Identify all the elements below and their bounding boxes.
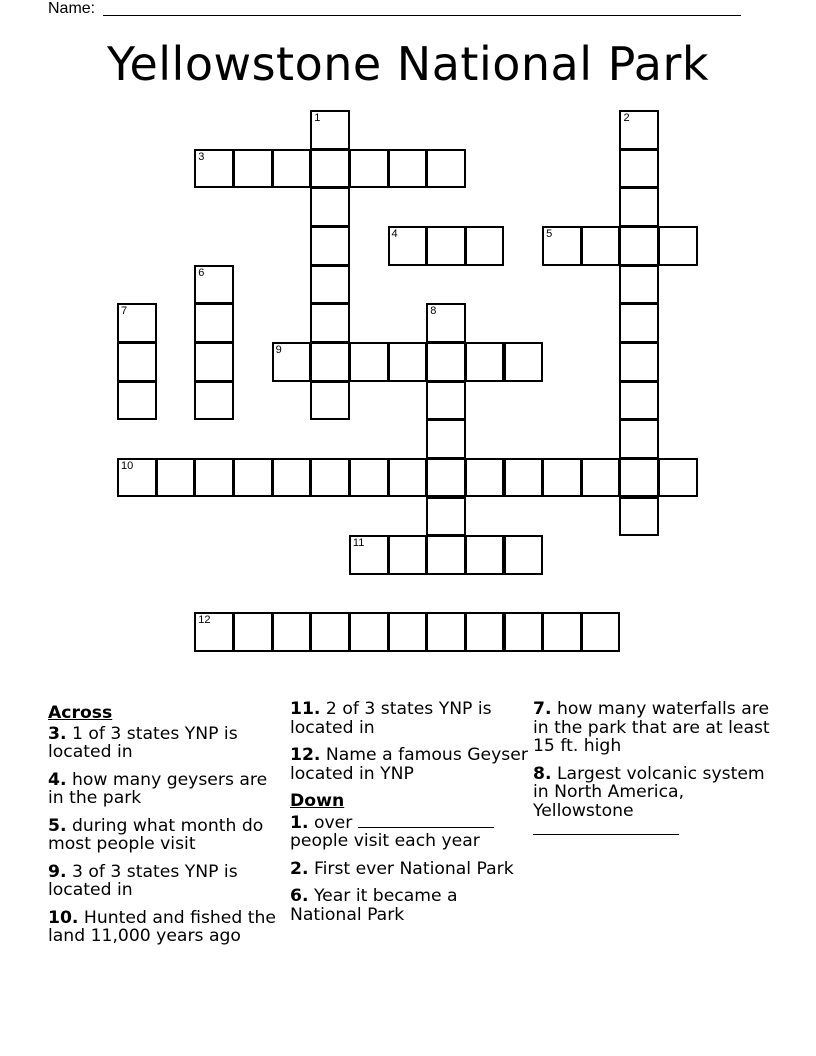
clue-number: 3. — [48, 723, 67, 744]
clue-text: during what month do most people visit — [48, 815, 264, 854]
clues-column-2 — [290, 700, 530, 933]
clue-item — [290, 860, 530, 879]
clue-text: Name a famous Geyser located in YNP — [290, 745, 528, 784]
grid-cell[interactable] — [272, 458, 312, 498]
answer-blank — [358, 813, 494, 828]
grid-cell[interactable] — [233, 612, 273, 652]
grid-cell[interactable] — [388, 458, 428, 498]
clue-text: First ever National Park — [313, 858, 514, 879]
grid-cell[interactable] — [465, 226, 505, 266]
grid-cell[interactable] — [310, 458, 350, 498]
clue-item — [533, 765, 783, 840]
clue-text: 1 of 3 states YNP is located in — [48, 723, 238, 762]
page-title: Yellowstone National Park — [106, 37, 710, 91]
grid-cell[interactable] — [310, 187, 350, 227]
grid-cell[interactable] — [349, 612, 389, 652]
grid-cell[interactable] — [619, 187, 659, 227]
clue-number: 11. — [290, 699, 321, 719]
clue-number: 1 — [314, 112, 321, 124]
clue-number: 10 — [121, 459, 134, 472]
grid-cell[interactable] — [465, 535, 505, 575]
clue-text: Largest volcanic system in North America, Yellowstone — [533, 763, 765, 821]
clue-number: 8 — [430, 305, 437, 318]
grid-cell[interactable] — [194, 381, 234, 421]
grid-cell[interactable] — [619, 458, 659, 498]
clue-number: 4. — [48, 769, 67, 790]
grid-cell[interactable] — [426, 497, 466, 537]
grid-cell[interactable] — [233, 458, 273, 498]
clue-item — [533, 700, 783, 756]
clue-item — [48, 725, 288, 762]
grid-cell[interactable] — [504, 342, 544, 382]
grid-cell[interactable] — [581, 612, 621, 652]
grid-cell[interactable] — [310, 342, 350, 382]
grid-cell[interactable] — [388, 226, 428, 266]
clue-text: how many waterfalls are in the park that are at least 15 ft. high — [533, 699, 770, 756]
clue-number: 7. — [533, 699, 552, 719]
grid-cell[interactable] — [619, 110, 659, 150]
clue-item — [290, 746, 530, 783]
grid-cell[interactable] — [426, 342, 466, 382]
grid-cell[interactable] — [619, 497, 659, 537]
grid-cell[interactable] — [388, 342, 428, 382]
grid-cell[interactable] — [465, 342, 505, 382]
clue-number: 1. — [290, 812, 309, 833]
clue-number: 3 — [198, 150, 205, 163]
grid-cell[interactable] — [426, 535, 466, 575]
across-header: Across — [48, 703, 113, 723]
clue-item — [48, 771, 288, 808]
grid-cell[interactable] — [310, 110, 350, 150]
clue-item — [290, 813, 530, 851]
grid-cell[interactable] — [619, 303, 659, 343]
clues-column-3 — [533, 700, 783, 849]
grid-cell[interactable] — [272, 612, 312, 652]
down-header: Down — [290, 791, 345, 811]
grid-cell[interactable] — [272, 149, 312, 189]
clue-number: 2. — [290, 858, 309, 879]
grid-cell[interactable] — [426, 149, 466, 189]
grid-cell[interactable] — [388, 535, 428, 575]
grid-cell[interactable] — [194, 612, 234, 652]
grid-cell[interactable] — [310, 612, 350, 652]
grid-cell[interactable] — [504, 458, 544, 498]
answer-blank — [533, 820, 679, 835]
clue-item — [48, 817, 288, 854]
grid-cell[interactable] — [194, 149, 234, 189]
grid-cell[interactable] — [156, 458, 196, 498]
grid-cell[interactable] — [194, 458, 234, 498]
grid-cell[interactable] — [117, 458, 157, 498]
grid-cell[interactable] — [619, 226, 659, 266]
clue-number: 8. — [533, 763, 552, 784]
clue-item — [290, 887, 530, 924]
clue-text: how many geysers are in the park — [48, 769, 268, 808]
clue-text: over — [313, 812, 353, 833]
grid-cell[interactable] — [194, 265, 234, 305]
grid-cell[interactable] — [426, 303, 466, 343]
grid-cell[interactable] — [426, 381, 466, 421]
grid-cell[interactable] — [619, 149, 659, 189]
clue-item — [48, 863, 288, 900]
clue-number: 12 — [198, 614, 211, 627]
clue-number: 6. — [290, 886, 309, 906]
grid-cell[interactable] — [619, 419, 659, 459]
clue-number: 7 — [121, 305, 128, 318]
clue-number: 4 — [391, 227, 398, 240]
grid-cell[interactable] — [426, 612, 466, 652]
grid-cell[interactable] — [310, 226, 350, 266]
grid-cell[interactable] — [310, 381, 350, 421]
clue-number: 10. — [48, 907, 79, 928]
grid-cell[interactable] — [426, 458, 466, 498]
clue-number: 5 — [546, 227, 553, 240]
clue-number: 9. — [48, 861, 67, 882]
grid-cell[interactable] — [619, 381, 659, 421]
grid-cell[interactable] — [542, 458, 582, 498]
grid-cell[interactable] — [542, 612, 582, 652]
clue-number: 9 — [275, 343, 282, 356]
clue-text: Hunted and fished the land 11,000 years ago — [48, 907, 276, 946]
clue-number: 11 — [352, 537, 365, 550]
grid-cell[interactable] — [465, 458, 505, 498]
grid-cell[interactable] — [310, 303, 350, 343]
grid-cell[interactable] — [388, 612, 428, 652]
grid-cell[interactable] — [426, 226, 466, 266]
grid-cell[interactable] — [658, 458, 698, 498]
grid-cell[interactable] — [465, 612, 505, 652]
grid-cell[interactable] — [349, 149, 389, 189]
grid-cell[interactable] — [504, 535, 544, 575]
grid-cell[interactable] — [349, 458, 389, 498]
grid-cell[interactable] — [581, 458, 621, 498]
clue-number: 2 — [623, 112, 630, 124]
grid-cell[interactable] — [310, 149, 350, 189]
grid-cell[interactable] — [233, 149, 273, 189]
grid-cell[interactable] — [349, 535, 389, 575]
grid-cell[interactable] — [658, 226, 698, 266]
clue-number: 12. — [290, 745, 321, 765]
clue-text: Year it became a National Park — [290, 886, 458, 925]
grid-cell[interactable] — [117, 303, 157, 343]
grid-cell[interactable] — [504, 612, 544, 652]
clue-text: 3 of 3 states YNP is located in — [48, 861, 238, 900]
clue-number: 6 — [198, 266, 205, 279]
clue-text: people visit each year — [290, 831, 480, 851]
clues-column-1 — [48, 700, 288, 955]
grid-cell[interactable] — [310, 265, 350, 305]
grid-cell[interactable] — [619, 265, 659, 305]
name-label: Name: — [48, 0, 96, 17]
clue-item — [48, 909, 288, 946]
clue-item — [290, 700, 530, 737]
grid-cell[interactable] — [581, 226, 621, 266]
grid-cell[interactable] — [542, 226, 582, 266]
grid-cell[interactable] — [117, 342, 157, 382]
clue-number: 5. — [48, 815, 67, 836]
grid-cell[interactable] — [117, 381, 157, 421]
clue-text: 2 of 3 states YNP is located in — [290, 699, 492, 738]
grid-cell[interactable] — [426, 419, 466, 459]
grid-cell[interactable] — [388, 149, 428, 189]
grid-cell[interactable] — [619, 342, 659, 382]
grid-cell[interactable] — [194, 342, 234, 382]
grid-cell[interactable] — [194, 303, 234, 343]
grid-cell[interactable] — [349, 342, 389, 382]
grid-cell[interactable] — [272, 342, 312, 382]
